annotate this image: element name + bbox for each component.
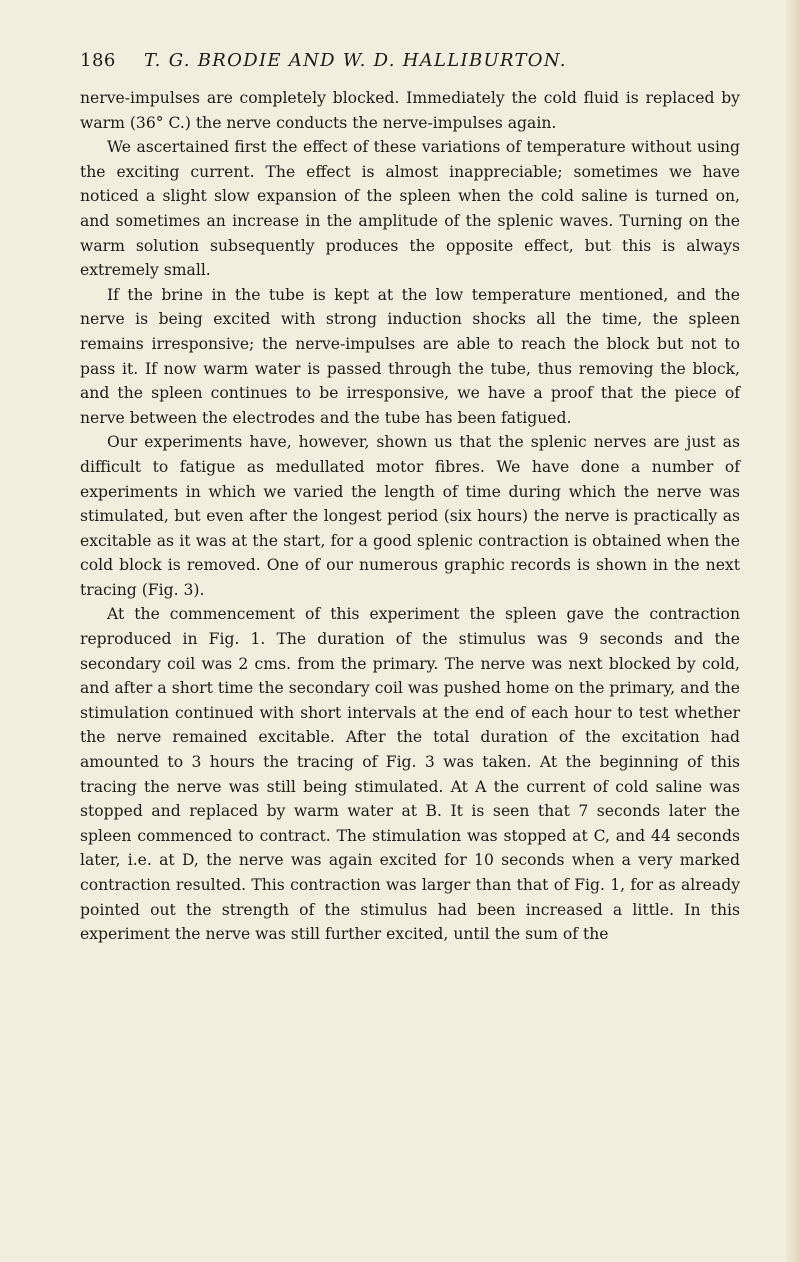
paragraph-1: nerve-impulses are completely blocked. Immediately the cold fluid is replaced by warm (36° C.) the nerve conducts the nerve-impulses again. (80, 89, 740, 132)
page-edge-shadow (786, 0, 800, 1262)
page-header (80, 50, 740, 84)
running-title: T. G. BRODIE AND W. D. HALLIBURTON. (144, 50, 567, 71)
paragraph-4: Our experiments have, however, shown us that the splenic nerves are just as difficult to fatigue as medullated motor fibres. We have done a number of experiments in which we varied the length of time during which the nerve was stimulated, but even after the longest period (six hours) the nerve is practically as excitable as it was at the start, for a good splenic contraction is obtained when the cold block is removed. One of our numerous graphic records is shown in the next tracing (Fig. 3). (80, 433, 740, 599)
paragraph-5: At the commencement of this experiment the spleen gave the contraction reproduced in Fig. 1. The duration of the stimulus was 9 seconds and the secondary coil was 2 cms. from the primary. The nerve was next blocked by cold, and after a short time the secondary coil was pushed home on the primary, and the stimulation continued with short intervals at the end of each hour to test whether the nerve remained excitable. After the total duration of the excitation had amounted to 3 hours the tracing of Fig. 3 was taken. At the beginning of this tracing the nerve was still being stimulated. At A the current of cold saline was stopped and replaced by warm water at B. It is seen that 7 seconds later the spleen commenced to contract. The stimulation was stopped at C, and 44 seconds later, i.e. at D, the nerve was again excited for 10 seconds when a very marked contraction resulted. This contraction was larger than that of Fig. 1, for as already pointed out the strength of the stimulus had been increased a little. In this experiment the nerve was still further excited, until the sum of the (80, 605, 740, 944)
page-number: 186 (80, 50, 116, 71)
paragraph-3: If the brine in the tube is kept at the low temperature mentioned, and the nerve is being excited with strong induction shocks all the time, the spleen remains irresponsive; the nerve-impulses are able to reach the block but not to pass it. If now warm water is passed through the tube, thus removing the block, and the spleen continues to be irresponsive, we have a proof that the piece of nerve between the electrodes and the tube has been fatigued. (80, 285, 740, 427)
paragraph-2: We ascertained first the effect of these variations of temperature without using the exciting current. The effect is almost inappreciable; sometimes we have noticed a slight slow expansion of the spleen when the cold saline is turned on, and sometimes an increase in the amplitude of the splenic waves. Turning on the warm solution subsequently produces the opposite effect, but this is always extremely small. (80, 138, 740, 280)
body-text (80, 86, 740, 947)
